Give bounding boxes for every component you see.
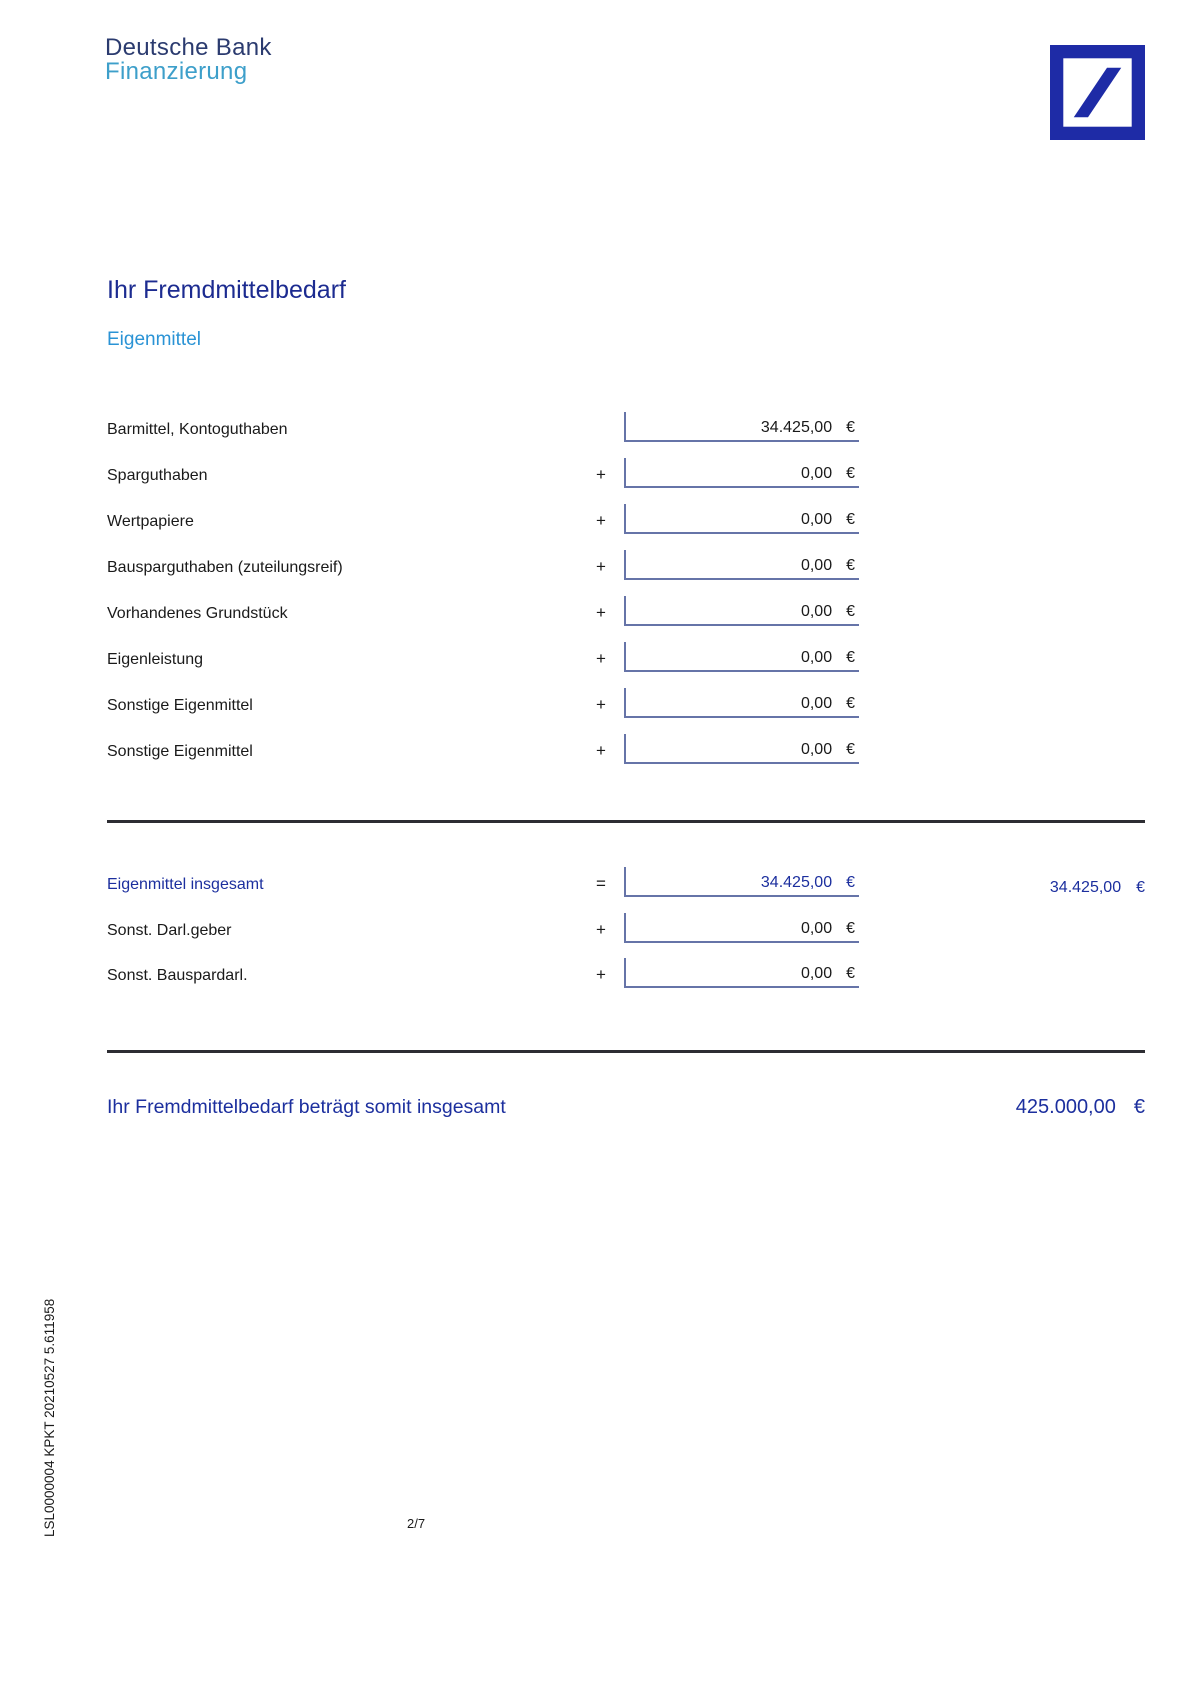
row-value: 0,00: [800, 741, 833, 758]
table-row: [107, 550, 859, 580]
value-field: [624, 642, 859, 672]
value-field: [624, 867, 859, 897]
row-label: Vorhandenes Grundstück: [107, 605, 288, 622]
row-operator: +: [596, 965, 606, 984]
currency-symbol: €: [846, 603, 855, 620]
currency-symbol: €: [846, 741, 855, 758]
currency-symbol: €: [846, 465, 855, 482]
page-number: 2/7: [407, 1516, 426, 1531]
totals-rows: [107, 867, 859, 1004]
row-label: Sonstige Eigenmittel: [107, 743, 253, 760]
row-operator: [578, 439, 624, 442]
row-label: Sonstige Eigenmittel: [107, 697, 253, 714]
row-label: Barmittel, Kontoguthaben: [107, 421, 288, 438]
row-value: 0,00: [800, 557, 833, 574]
currency-symbol: €: [846, 874, 855, 891]
row-value: 0,00: [800, 511, 833, 528]
value-field: [624, 412, 859, 442]
table-row: [107, 458, 859, 488]
row-operator: +: [596, 465, 606, 484]
row-operator: +: [596, 603, 606, 622]
currency-symbol: €: [846, 695, 855, 712]
horizontal-rule: [107, 820, 1145, 823]
deutsche-bank-logo-icon: [1050, 45, 1145, 140]
currency-symbol: €: [846, 557, 855, 574]
currency-symbol: €: [846, 511, 855, 528]
row-label: Sonst. Darl.geber: [107, 921, 232, 939]
summary-label: Ihr Fremdmittelbedarf beträgt somit insgesamt: [107, 1096, 506, 1118]
row-label: Eigenleistung: [107, 651, 204, 668]
table-row-total: [107, 867, 859, 897]
value-field: [624, 688, 859, 718]
section-heading: Eigenmittel: [107, 329, 201, 350]
value-field: [624, 596, 859, 626]
table-row: [107, 504, 859, 534]
value-field: [624, 458, 859, 488]
summary-value: 425.000,00: [1015, 1096, 1116, 1118]
table-row: [107, 688, 859, 718]
row-value: 0,00: [800, 603, 833, 620]
currency-symbol: €: [846, 919, 855, 937]
eigenmittel-total-right: [1050, 867, 1145, 900]
row-operator: +: [596, 741, 606, 760]
row-operator: +: [596, 557, 606, 576]
row-label: Bausparguthaben (zuteilungsreif): [107, 559, 343, 576]
value-field: [624, 913, 859, 943]
brand-line2: Finanzierung: [105, 58, 248, 85]
row-label: Wertpapiere: [107, 513, 194, 530]
row-value: 0,00: [800, 919, 833, 937]
table-row: [107, 642, 859, 672]
currency-symbol: €: [1133, 1096, 1145, 1118]
table-row: [107, 596, 859, 626]
right-total-value: 34.425,00: [1049, 879, 1122, 896]
row-value: 0,00: [800, 649, 833, 666]
row-operator: +: [596, 695, 606, 714]
row-value: 0,00: [800, 695, 833, 712]
currency-symbol: €: [846, 419, 855, 436]
table-row: [107, 958, 859, 988]
row-value: 34.425,00: [760, 874, 833, 891]
brand-wordmark: [105, 36, 272, 84]
value-field: [624, 504, 859, 534]
currency-symbol: €: [846, 965, 855, 982]
table-row: [107, 734, 859, 764]
eigenmittel-rows: [107, 412, 859, 780]
currency-symbol: €: [846, 649, 855, 666]
value-field: [624, 550, 859, 580]
summary-amount: [1016, 1096, 1145, 1119]
row-value: 0,00: [800, 965, 833, 982]
horizontal-rule: [107, 1050, 1145, 1053]
currency-symbol: €: [1136, 879, 1145, 896]
summary-line: [107, 1096, 1145, 1119]
value-field: [624, 958, 859, 988]
brand-line1: Deutsche Bank: [105, 34, 272, 61]
row-label: Eigenmittel insgesamt: [107, 876, 264, 893]
row-operator: +: [596, 649, 606, 668]
row-operator: +: [596, 511, 606, 530]
value-field: [624, 734, 859, 764]
table-row: [107, 913, 859, 943]
row-value: 0,00: [800, 465, 833, 482]
row-operator: +: [596, 919, 606, 939]
row-label: Sonst. Bauspardarl.: [107, 967, 248, 984]
row-operator: =: [596, 874, 606, 893]
row-value: 34.425,00: [760, 419, 833, 436]
row-label: Sparguthaben: [107, 467, 208, 484]
document-side-code: LSL0000004 KPKT 20210527 5.611958: [42, 1298, 57, 1537]
table-row: [107, 412, 859, 442]
page-title: Ihr Fremdmittelbedarf: [107, 276, 346, 304]
